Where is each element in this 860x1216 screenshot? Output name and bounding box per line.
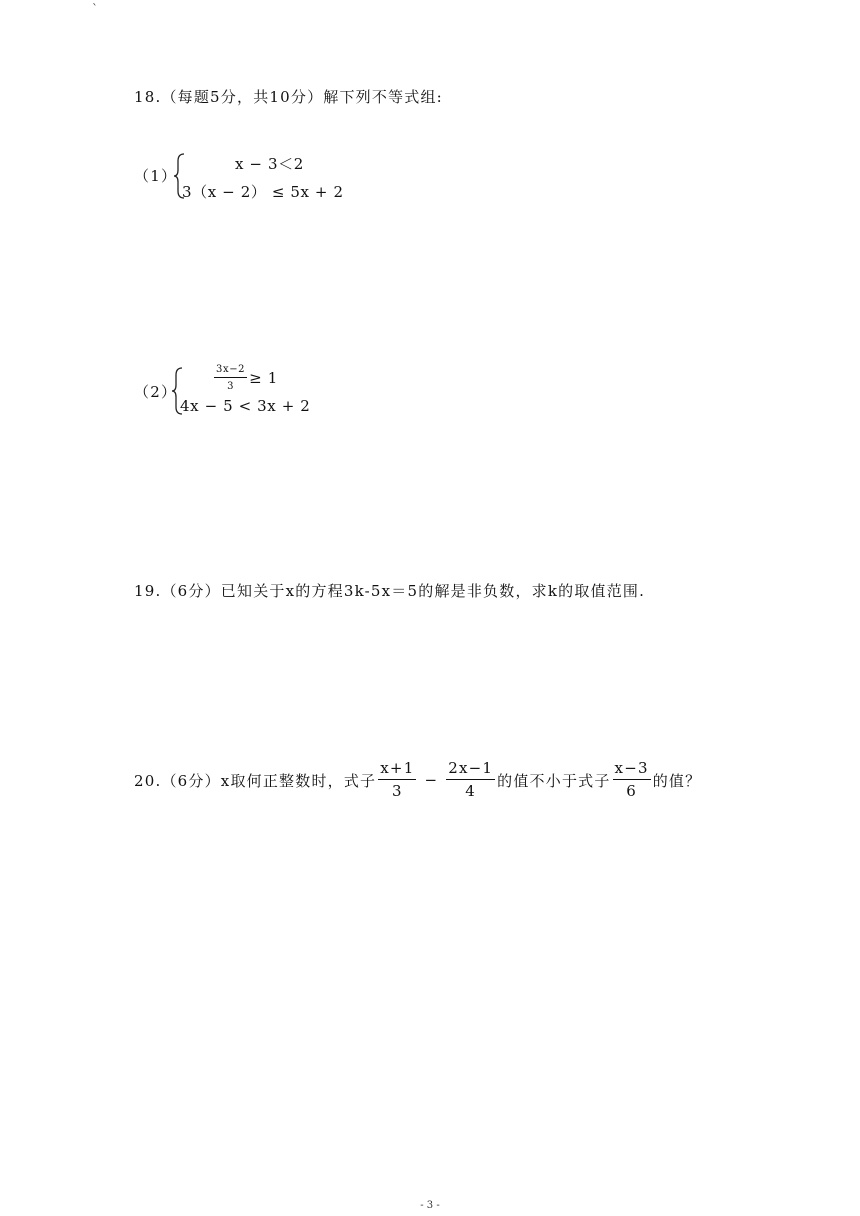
fraction-numerator: 2x−1	[446, 760, 495, 780]
fraction-denominator: 3	[227, 380, 235, 392]
fraction	[378, 760, 416, 801]
fraction	[214, 364, 247, 392]
minus-sign: −	[424, 771, 439, 790]
fraction-numerator: x−3	[613, 760, 651, 780]
q18-part2-label: （2）	[134, 383, 178, 401]
q18-part1-inequality-1: x − 3＜2	[235, 155, 304, 173]
question-18-title: 18.（每题5分，共10分）解下列不等式组:	[134, 88, 443, 106]
fraction-numerator: x+1	[378, 760, 416, 780]
fraction	[446, 760, 495, 801]
q20-suffix: 的值？	[652, 771, 702, 790]
q20-middle: 的值不小于式子	[497, 771, 611, 790]
page-number: - 3 -	[420, 1200, 440, 1211]
q18-part1-label: （1）	[134, 167, 178, 185]
q18-part2-inequality-1	[212, 364, 278, 392]
q18-part2-inequality-2: 4x − 5 < 3x + 2	[180, 397, 311, 415]
inequality-rest: ≥ 1	[249, 369, 278, 387]
question-19: 19.（6分）已知关于x的方程3k-5x＝5的解是非负数，求k的取值范围.	[134, 582, 646, 600]
fraction-denominator: 4	[465, 782, 477, 801]
q18-part1-inequality-2: 3（x − 2） ≤ 5x + 2	[182, 183, 344, 201]
fraction-numerator: 3x−2	[214, 364, 247, 378]
q20-prefix: 20.（6分）x取何正整数时，式子	[134, 771, 377, 790]
fraction-denominator: 6	[626, 782, 637, 801]
question-20	[134, 760, 701, 801]
fraction-denominator: 3	[391, 782, 403, 801]
corner-mark: `	[92, 2, 98, 16]
fraction	[613, 760, 651, 801]
